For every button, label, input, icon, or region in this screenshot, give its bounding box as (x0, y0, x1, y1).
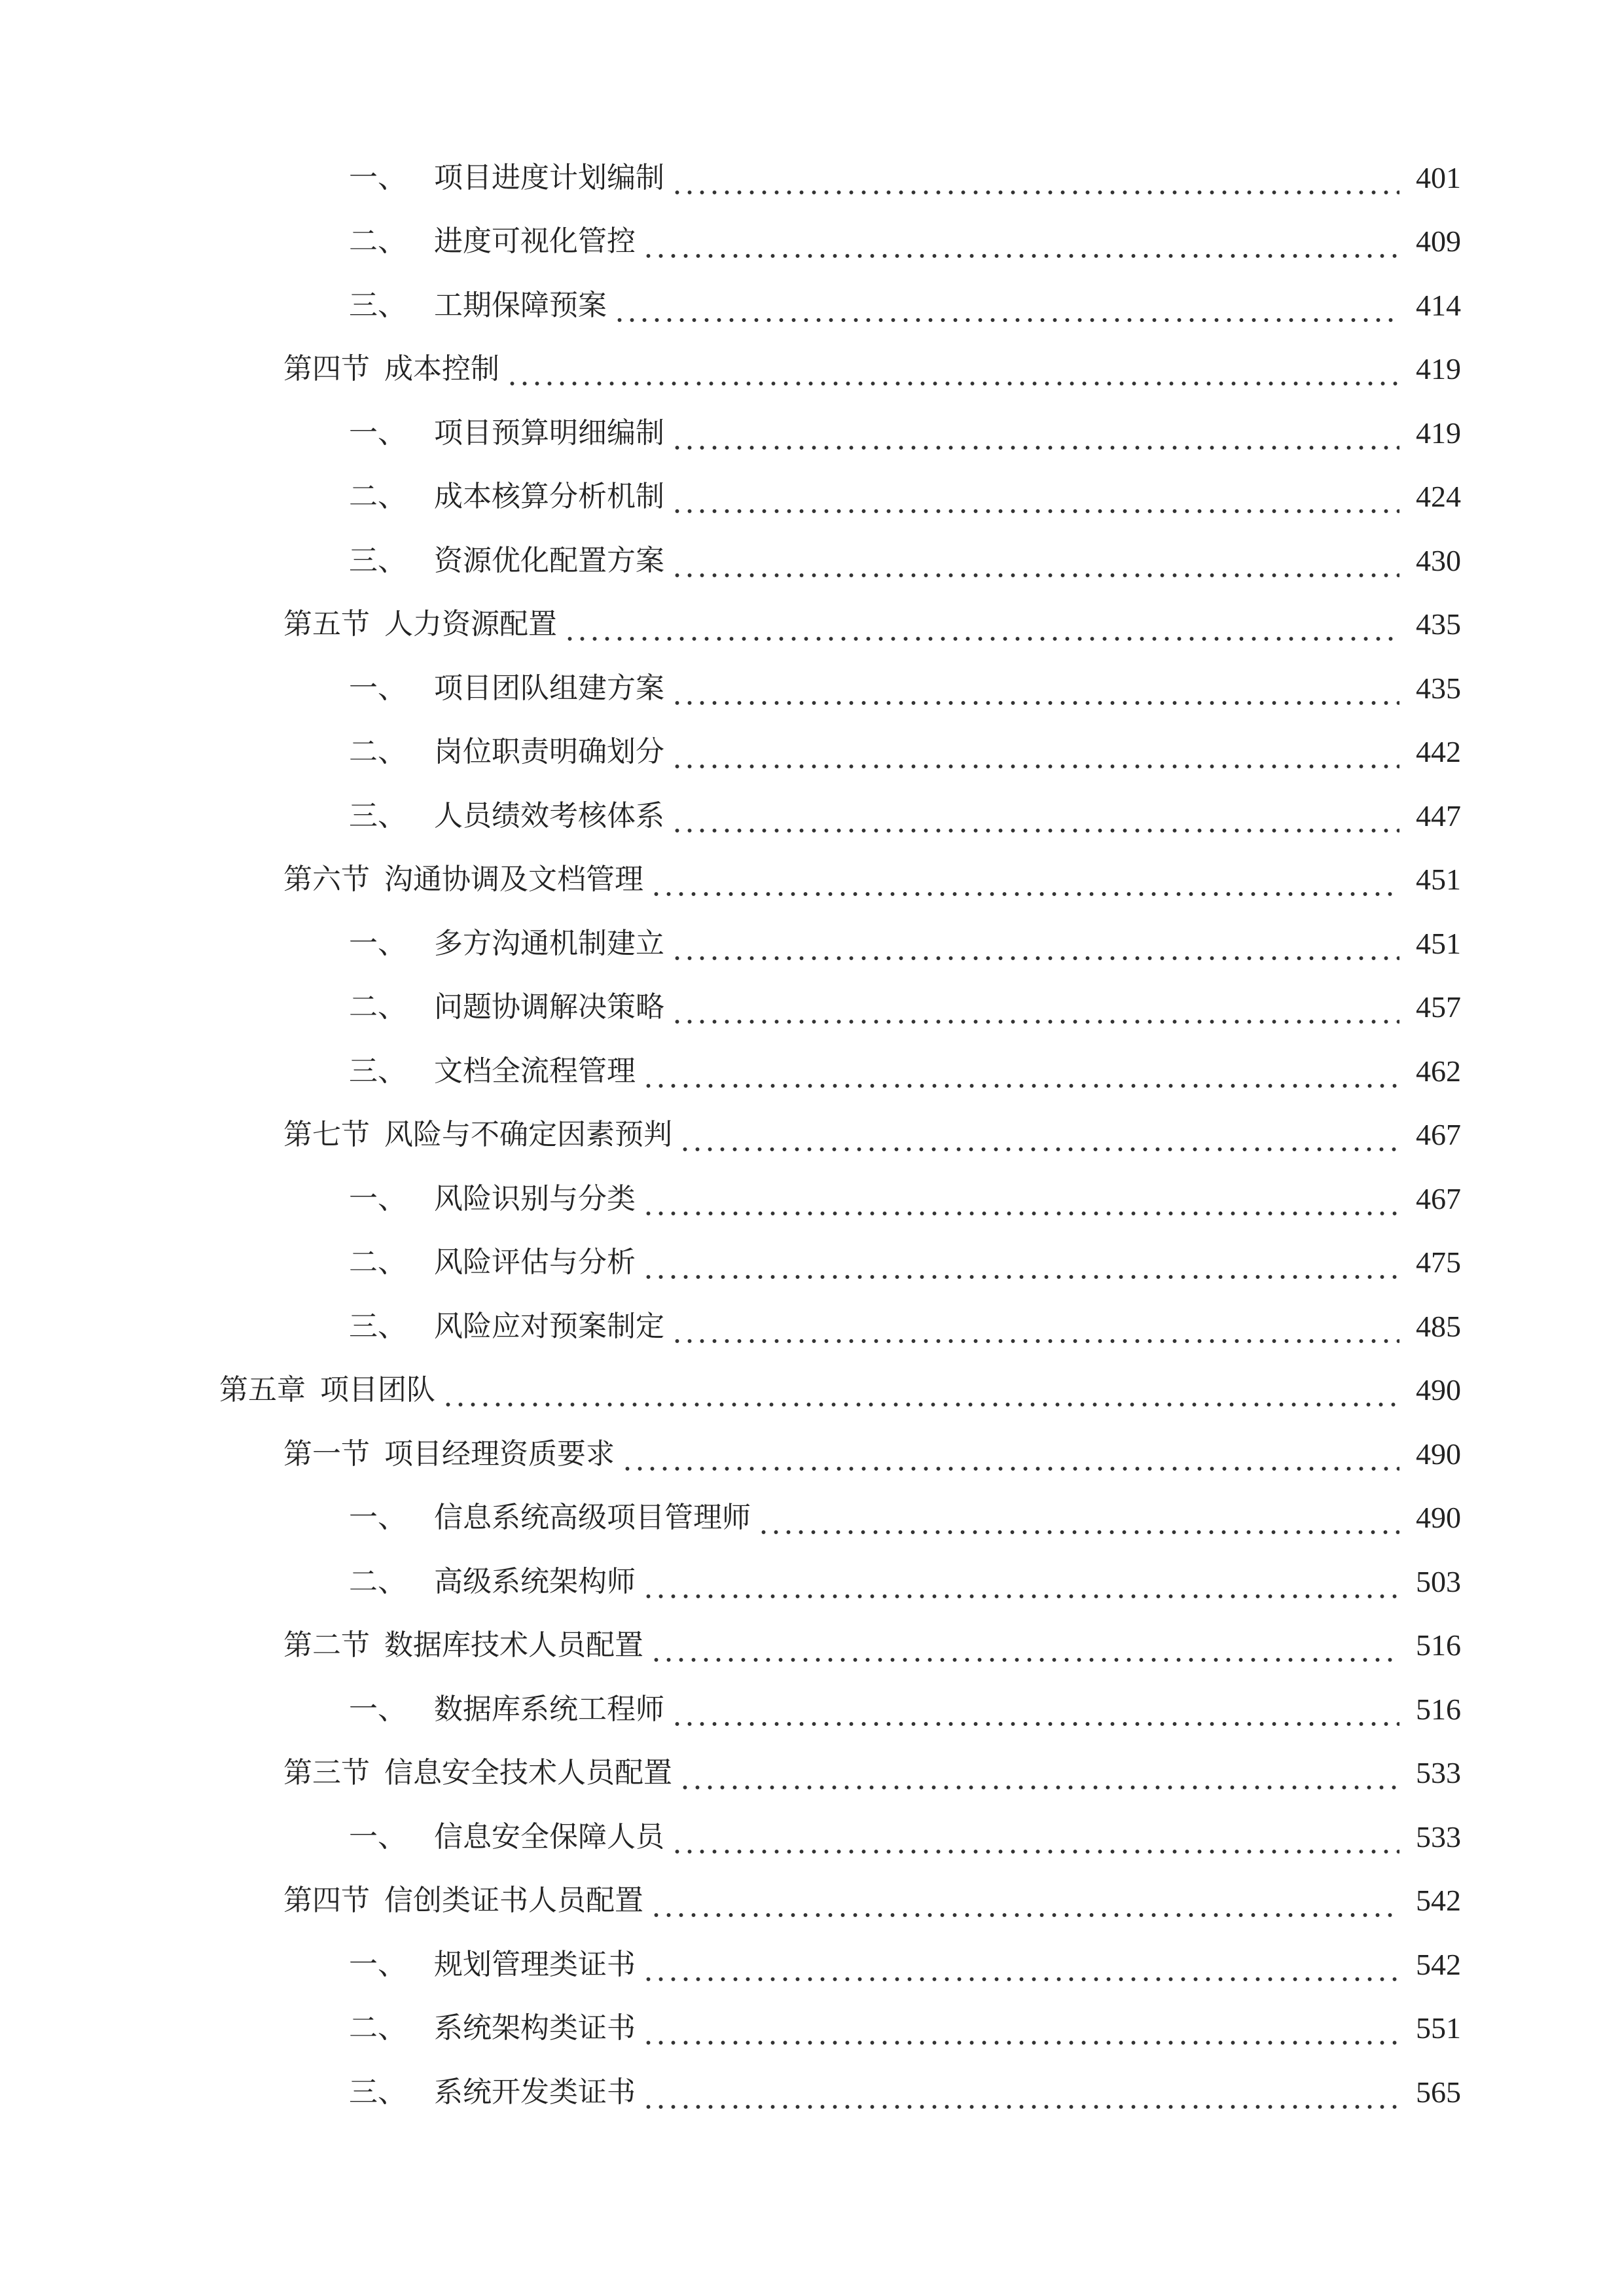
toc-entry-page-number: 551 (1416, 2011, 1461, 2045)
toc-entry-title: 风险应对预案制定 (434, 1309, 664, 1343)
toc-entry-number: 二、 (349, 735, 406, 769)
toc-subsection-entry[interactable] (0, 1677, 1624, 1742)
toc-entry-title: 资源优化配置方案 (434, 543, 664, 577)
toc-entry-number: 第二节 (283, 1628, 370, 1662)
toc-entry-title: 项目进度计划编制 (434, 160, 664, 194)
toc-section-entry[interactable] (0, 848, 1624, 912)
dot-leader (642, 1954, 1399, 1983)
toc-entry-title: 人员绩效考核体系 (434, 798, 664, 833)
toc-section-entry[interactable] (0, 1422, 1624, 1486)
toc-entry-title: 成本核算分析机制 (434, 480, 664, 514)
toc-entry-page-number: 533 (1416, 1820, 1461, 1854)
toc-entry-page-number: 447 (1416, 798, 1461, 833)
toc-entry-number: 二、 (349, 224, 406, 259)
dot-leader (642, 2018, 1399, 2047)
dot-leader (642, 231, 1399, 260)
toc-entry-title: 沟通协调及文档管理 (384, 863, 643, 897)
toc-entry-number: 三、 (349, 2075, 406, 2109)
toc-entry-page-number: 409 (1416, 224, 1461, 259)
dot-leader (671, 678, 1399, 707)
toc-entry-page-number: 533 (1416, 1756, 1461, 1790)
dot-leader (642, 1571, 1399, 1600)
dot-leader (613, 295, 1399, 324)
table-of-contents (0, 146, 1624, 2125)
toc-entry-page-number: 435 (1416, 607, 1461, 641)
dot-leader (671, 550, 1399, 579)
toc-entry-title: 系统开发类证书 (434, 2075, 636, 2109)
toc-entry-page-number: 424 (1416, 480, 1461, 514)
toc-entry-page-number: 467 (1416, 1181, 1461, 1215)
toc-subsection-entry[interactable] (0, 210, 1624, 274)
toc-subsection-entry[interactable] (0, 274, 1624, 338)
dot-leader (671, 933, 1399, 962)
toc-entry-number: 第三节 (283, 1756, 370, 1790)
toc-entry-page-number: 467 (1416, 1118, 1461, 1152)
dot-leader (564, 614, 1399, 643)
toc-entry-number: 三、 (349, 1054, 406, 1088)
toc-entry-page-number: 503 (1416, 1564, 1461, 1598)
dot-leader (679, 1124, 1399, 1153)
toc-section-entry[interactable] (0, 1103, 1624, 1168)
toc-entry-page-number: 485 (1416, 1309, 1461, 1343)
toc-entry-title: 系统架构类证书 (434, 2011, 636, 2045)
dot-leader (650, 869, 1399, 898)
toc-subsection-entry[interactable] (0, 1039, 1624, 1103)
toc-entry-page-number: 516 (1416, 1628, 1461, 1662)
toc-entry-page-number: 475 (1416, 1246, 1461, 1280)
dot-leader (506, 359, 1399, 387)
toc-subsection-entry[interactable] (0, 2060, 1624, 2125)
toc-entry-page-number: 451 (1416, 926, 1461, 960)
toc-chapter-entry[interactable] (0, 1359, 1624, 1423)
toc-section-entry[interactable] (0, 1742, 1624, 1806)
toc-subsection-entry[interactable] (0, 146, 1624, 210)
toc-entry-title: 岗位职责明确划分 (434, 735, 664, 769)
toc-entry-page-number: 419 (1416, 352, 1461, 386)
toc-subsection-entry[interactable] (0, 1167, 1624, 1231)
toc-entry-number: 三、 (349, 798, 406, 833)
toc-section-entry[interactable] (0, 1869, 1624, 1933)
toc-entry-number: 一、 (349, 160, 406, 194)
toc-section-entry[interactable] (0, 593, 1624, 657)
toc-section-entry[interactable] (0, 1614, 1624, 1678)
dot-leader (671, 1699, 1399, 1728)
dot-leader (642, 1252, 1399, 1281)
dot-leader (642, 1189, 1399, 1217)
toc-entry-page-number: 516 (1416, 1692, 1461, 1726)
toc-subsection-entry[interactable] (0, 656, 1624, 721)
toc-subsection-entry[interactable] (0, 465, 1624, 529)
dot-leader (679, 1763, 1399, 1791)
toc-entry-title: 成本控制 (384, 352, 499, 386)
toc-entry-number: 第七节 (283, 1118, 370, 1152)
toc-entry-title: 多方沟通机制建立 (434, 926, 664, 960)
toc-entry-title: 风险评估与分析 (434, 1246, 636, 1280)
dot-leader (671, 1827, 1399, 1856)
toc-entry-page-number: 457 (1416, 990, 1461, 1024)
toc-entry-title: 风险识别与分类 (434, 1181, 636, 1215)
toc-entry-number: 第五章 (219, 1373, 306, 1407)
toc-entry-number: 一、 (349, 926, 406, 960)
toc-entry-title: 风险与不确定因素预判 (384, 1118, 672, 1152)
dot-leader (650, 1635, 1399, 1664)
toc-entry-title: 信息安全技术人员配置 (384, 1756, 672, 1790)
toc-entry-number: 第四节 (283, 352, 370, 386)
toc-entry-number: 第一节 (283, 1437, 370, 1471)
toc-entry-page-number: 419 (1416, 416, 1461, 450)
toc-entry-number: 三、 (349, 543, 406, 577)
toc-entry-number: 第五节 (283, 607, 370, 641)
toc-entry-number: 三、 (349, 288, 406, 322)
toc-entry-number: 一、 (349, 1692, 406, 1726)
toc-subsection-entry[interactable] (0, 1295, 1624, 1359)
dot-leader (671, 486, 1399, 515)
toc-subsection-entry[interactable] (0, 1550, 1624, 1614)
toc-entry-title: 数据库系统工程师 (434, 1692, 664, 1726)
toc-subsection-entry[interactable] (0, 721, 1624, 785)
dot-leader (671, 168, 1399, 196)
toc-entry-number: 第六节 (283, 863, 370, 897)
toc-entry-page-number: 490 (1416, 1501, 1461, 1535)
toc-entry-title: 项目经理资质要求 (384, 1437, 615, 1471)
toc-entry-number: 一、 (349, 671, 406, 705)
toc-entry-page-number: 565 (1416, 2075, 1461, 2109)
toc-entry-title: 人力资源配置 (384, 607, 557, 641)
toc-entry-number: 二、 (349, 990, 406, 1024)
toc-entry-title: 项目团队 (320, 1373, 435, 1407)
dot-leader (671, 997, 1399, 1026)
toc-entry-page-number: 490 (1416, 1437, 1461, 1471)
toc-entry-number: 二、 (349, 1564, 406, 1598)
dot-leader (671, 423, 1399, 452)
dot-leader (642, 2082, 1399, 2111)
toc-entry-title: 文档全流程管理 (434, 1054, 636, 1088)
toc-entry-page-number: 442 (1416, 735, 1461, 769)
toc-entry-page-number: 451 (1416, 863, 1461, 897)
toc-entry-title: 工期保障预案 (434, 288, 607, 322)
toc-entry-page-number: 490 (1416, 1373, 1461, 1407)
toc-entry-title: 信息系统高级项目管理师 (434, 1501, 751, 1535)
toc-subsection-entry[interactable] (0, 912, 1624, 976)
toc-subsection-entry[interactable] (0, 1933, 1624, 1997)
toc-entry-number: 三、 (349, 1309, 406, 1343)
toc-entry-number: 第四节 (283, 1884, 370, 1918)
toc-entry-title: 规划管理类证书 (434, 1947, 636, 1981)
dot-leader (442, 1380, 1399, 1408)
dot-leader (650, 1890, 1399, 1919)
toc-entry-page-number: 542 (1416, 1884, 1461, 1918)
toc-subsection-entry[interactable] (0, 1997, 1624, 2061)
toc-entry-page-number: 430 (1416, 543, 1461, 577)
toc-entry-title: 高级系统架构师 (434, 1564, 636, 1598)
toc-section-entry[interactable] (0, 338, 1624, 402)
toc-entry-page-number: 401 (1416, 160, 1461, 194)
toc-entry-title: 数据库技术人员配置 (384, 1628, 643, 1662)
toc-entry-page-number: 542 (1416, 1947, 1461, 1981)
dot-leader (671, 806, 1399, 834)
toc-entry-page-number: 414 (1416, 288, 1461, 322)
toc-entry-number: 一、 (349, 1501, 406, 1535)
toc-entry-number: 一、 (349, 416, 406, 450)
toc-subsection-entry[interactable] (0, 401, 1624, 465)
toc-subsection-entry[interactable] (0, 976, 1624, 1040)
toc-subsection-entry[interactable] (0, 784, 1624, 848)
toc-entry-title: 项目预算明细编制 (434, 416, 664, 450)
toc-subsection-entry[interactable] (0, 529, 1624, 593)
toc-entry-number: 一、 (349, 1181, 406, 1215)
dot-leader (671, 742, 1399, 770)
toc-entry-number: 二、 (349, 1246, 406, 1280)
toc-subsection-entry[interactable] (0, 1805, 1624, 1869)
toc-entry-page-number: 435 (1416, 671, 1461, 705)
toc-entry-title: 问题协调解决策略 (434, 990, 664, 1024)
toc-entry-title: 进度可视化管控 (434, 224, 636, 259)
toc-entry-number: 二、 (349, 480, 406, 514)
toc-entry-title: 信创类证书人员配置 (384, 1884, 643, 1918)
dot-leader (642, 1061, 1399, 1090)
toc-entry-title: 项目团队组建方案 (434, 671, 664, 705)
toc-subsection-entry[interactable] (0, 1231, 1624, 1295)
toc-entry-number: 一、 (349, 1947, 406, 1981)
dot-leader (757, 1507, 1399, 1536)
dot-leader (621, 1444, 1399, 1473)
toc-entry-title: 信息安全保障人员 (434, 1820, 664, 1854)
toc-subsection-entry[interactable] (0, 1486, 1624, 1551)
toc-entry-number: 二、 (349, 2011, 406, 2045)
dot-leader (671, 1316, 1399, 1345)
toc-entry-number: 一、 (349, 1820, 406, 1854)
toc-entry-page-number: 462 (1416, 1054, 1461, 1088)
